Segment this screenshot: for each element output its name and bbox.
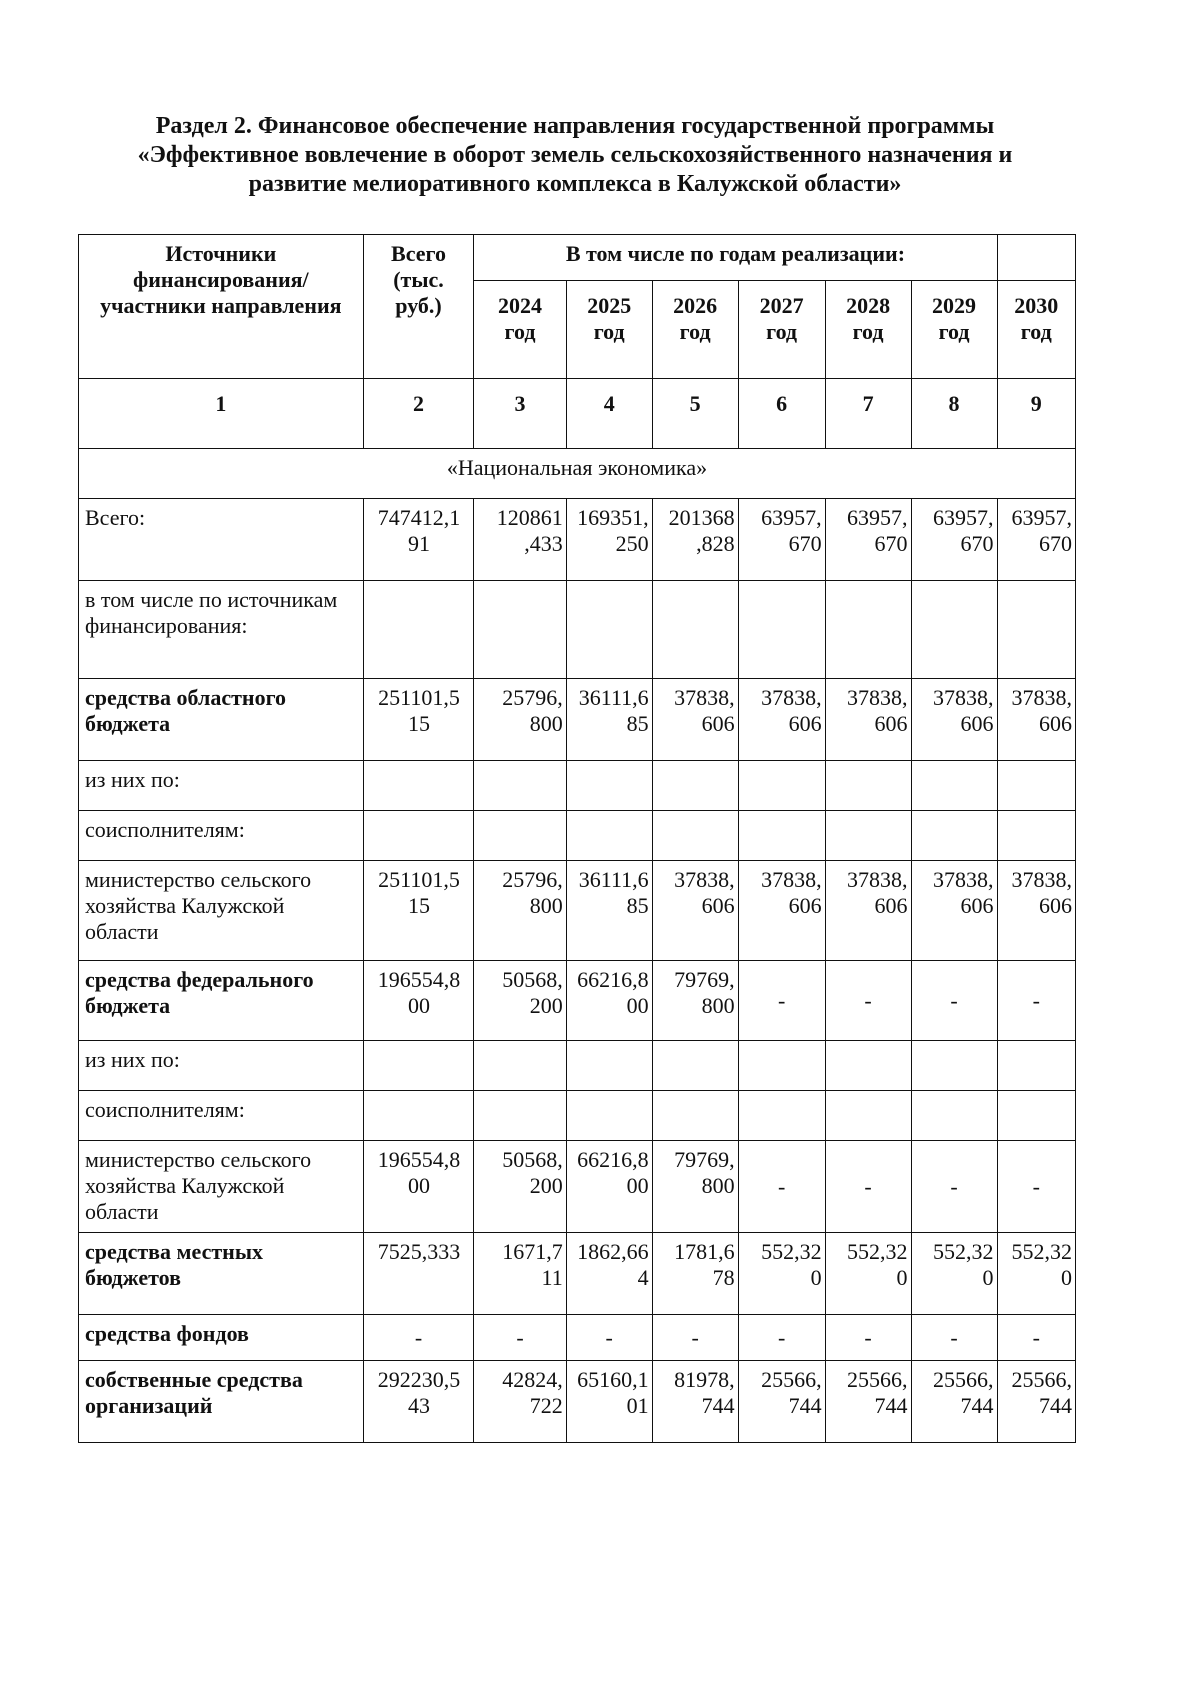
value-part: 37838, (933, 867, 994, 892)
value-cell: - (474, 1315, 566, 1361)
empty-cell (825, 581, 911, 679)
value-cell (911, 679, 997, 761)
header-total: Всего (тыс. руб.) (363, 235, 474, 379)
value-part: 37838, (674, 867, 735, 892)
value-cell (363, 679, 474, 761)
value-cell (474, 1361, 566, 1443)
value-part: 552,32 (761, 1239, 822, 1264)
table-row (79, 961, 1076, 1041)
value-part: 606 (960, 893, 994, 918)
empty-cell (911, 1091, 997, 1141)
empty-cell (652, 581, 738, 679)
row-label: министерство сельского хозяйства Калужской области (79, 1141, 364, 1233)
value-cell: - (738, 1141, 825, 1233)
value-cell: - (363, 1315, 474, 1361)
value-part: 606 (788, 893, 822, 918)
value-cell (652, 1233, 738, 1315)
empty-cell (363, 761, 474, 811)
col-num-5: 5 (652, 379, 738, 449)
value-part: 1862,66 (577, 1239, 649, 1264)
value-part: 81978, (674, 1367, 735, 1392)
value-part: 0 (896, 1265, 908, 1290)
empty-cell (566, 581, 652, 679)
header-year-2030 (997, 281, 1075, 379)
value-part: 85 (626, 893, 649, 918)
value-part: 196554,8 (377, 1147, 461, 1172)
table-row (79, 581, 1076, 679)
value-part: 79769, (674, 967, 735, 992)
value-cell: - (652, 1315, 738, 1361)
value-part: 37838, (761, 685, 822, 710)
value-cell: - (911, 1315, 997, 1361)
value-part: 120861 (496, 505, 563, 530)
value-part: 25796, (502, 685, 563, 710)
value-part: 91 (408, 531, 430, 556)
table-body (79, 235, 1076, 1443)
header-empty-cell (997, 235, 1075, 281)
empty-cell (911, 811, 997, 861)
value-cell (652, 961, 738, 1041)
table-row (79, 761, 1076, 811)
value-part: 25796, (502, 867, 563, 892)
header-year-2024 (474, 281, 566, 379)
value-part: 11 (541, 1265, 563, 1290)
value-cell: - (566, 1315, 652, 1361)
value-cell (911, 1361, 997, 1443)
value-part: 4 (637, 1265, 649, 1290)
value-part: 606 (960, 711, 994, 736)
value-part: 292230,5 (377, 1367, 461, 1392)
value-cell: - (911, 1141, 997, 1233)
value-cell (911, 1233, 997, 1315)
col-num-3: 3 (474, 379, 566, 449)
value-part: 37838, (674, 685, 735, 710)
value-part: 37838, (933, 685, 994, 710)
empty-cell (997, 1041, 1075, 1091)
value-cell (738, 499, 825, 581)
value-part: 63957, (847, 505, 908, 530)
value-part: 36111,6 (578, 867, 649, 892)
value-part: 606 (701, 893, 735, 918)
value-part: 37838, (761, 867, 822, 892)
value-part: 800 (701, 993, 735, 1018)
value-part: 66216,8 (577, 967, 649, 992)
value-cell (825, 861, 911, 961)
value-cell (825, 499, 911, 581)
value-cell (566, 679, 652, 761)
value-part: 606 (874, 711, 908, 736)
value-part: 85 (626, 711, 649, 736)
value-part: 744 (788, 1393, 822, 1418)
empty-cell (911, 581, 997, 679)
col-num-8: 8 (911, 379, 997, 449)
value-cell (825, 679, 911, 761)
value-cell (363, 861, 474, 961)
value-part: 37838, (847, 867, 908, 892)
row-label: средства местных бюджетов (79, 1233, 364, 1315)
value-cell (652, 679, 738, 761)
table-row (79, 1041, 1076, 1091)
value-cell (825, 1233, 911, 1315)
row-label: средства фондов (79, 1315, 364, 1361)
header-by-years: В том числе по годам реализации: (474, 235, 997, 281)
value-cell: - (911, 961, 997, 1041)
value-cell: - (997, 1315, 1075, 1361)
value-cell (652, 1141, 738, 1233)
value-part: 25566, (933, 1367, 994, 1392)
empty-cell (474, 1041, 566, 1091)
empty-cell (474, 1091, 566, 1141)
value-cell (363, 961, 474, 1041)
empty-cell (652, 1091, 738, 1141)
value-part: 800 (529, 893, 563, 918)
value-part: 43 (408, 1393, 430, 1418)
value-part: 744 (960, 1393, 994, 1418)
empty-cell (911, 761, 997, 811)
value-part: 00 (626, 1173, 649, 1198)
table-row (79, 811, 1076, 861)
empty-cell (997, 1091, 1075, 1141)
year-word: год (852, 319, 884, 344)
value-part: 606 (788, 711, 822, 736)
empty-cell (363, 1041, 474, 1091)
value-cell (997, 679, 1075, 761)
value-part: 744 (874, 1393, 908, 1418)
empty-cell (363, 1091, 474, 1141)
empty-cell (825, 1091, 911, 1141)
year-value: 2027 (759, 293, 804, 318)
value-part: 201368 (668, 505, 735, 530)
value-part: 552,32 (933, 1239, 994, 1264)
row-label: средства областного бюджета (79, 679, 364, 761)
year-word: год (1020, 319, 1052, 344)
value-part: 800 (529, 711, 563, 736)
value-part: 670 (788, 531, 822, 556)
value-part: 169351, (577, 505, 649, 530)
section-row (79, 449, 1076, 499)
title-line-3: развитие мелиоративного комплекса в Калужской области» (248, 171, 902, 197)
value-part: ,828 (696, 531, 735, 556)
table-row (79, 861, 1076, 961)
empty-cell (825, 761, 911, 811)
value-cell (566, 1233, 652, 1315)
row-label: из них по: (79, 761, 364, 811)
empty-cell (825, 1041, 911, 1091)
value-part: 606 (1039, 711, 1072, 736)
year-value: 2025 (587, 293, 632, 318)
value-part: 01 (626, 1393, 649, 1418)
value-cell (997, 1361, 1075, 1443)
value-part: 670 (1039, 531, 1072, 556)
value-part: 250 (615, 531, 649, 556)
value-part: 200 (529, 993, 563, 1018)
financing-table (78, 234, 1076, 1443)
empty-cell (652, 761, 738, 811)
value-part: 670 (960, 531, 994, 556)
column-number-row (79, 379, 1076, 449)
value-part: 606 (701, 711, 735, 736)
table-row (79, 1233, 1076, 1315)
col-num-6: 6 (738, 379, 825, 449)
value-part: 63957, (1011, 505, 1072, 530)
year-value: 2024 (498, 293, 543, 318)
section-title: «Национальная экономика» (79, 449, 1076, 499)
col-num-9: 9 (997, 379, 1075, 449)
value-part: 744 (1039, 1393, 1072, 1418)
value-part: 1781,6 (674, 1239, 735, 1264)
value-part: 36111,6 (578, 685, 649, 710)
value-part: 15 (408, 893, 430, 918)
empty-cell (911, 1041, 997, 1091)
empty-cell (738, 761, 825, 811)
empty-cell (997, 581, 1075, 679)
value-part: 25566, (761, 1367, 822, 1392)
value-cell (997, 1233, 1075, 1315)
value-cell (652, 1361, 738, 1443)
value-part: 00 (626, 993, 649, 1018)
value-part: 670 (874, 531, 908, 556)
value-part: 800 (701, 1173, 735, 1198)
value-part: 79769, (674, 1147, 735, 1172)
value-part: 744 (701, 1393, 735, 1418)
row-label: министерство сельского хозяйства Калужской области (79, 861, 364, 961)
year-value: 2030 (1014, 293, 1059, 318)
col-num-4: 4 (566, 379, 652, 449)
row-label: собственные средства организаций (79, 1361, 364, 1443)
value-cell (566, 1141, 652, 1233)
table-row (79, 1141, 1076, 1233)
value-part: 37838, (1011, 867, 1072, 892)
value-part: 0 (810, 1265, 822, 1290)
value-cell: - (738, 961, 825, 1041)
value-cell: - (997, 961, 1075, 1041)
empty-cell (652, 811, 738, 861)
value-cell (825, 1361, 911, 1443)
value-part: 7525,333 (377, 1239, 461, 1264)
empty-cell (474, 761, 566, 811)
row-label: средства федерального бюджета (79, 961, 364, 1041)
value-part: 722 (529, 1393, 563, 1418)
empty-cell (997, 761, 1075, 811)
value-cell (997, 499, 1075, 581)
value-cell: - (738, 1315, 825, 1361)
empty-cell (652, 1041, 738, 1091)
value-cell (738, 861, 825, 961)
value-part: 63957, (761, 505, 822, 530)
value-cell (474, 679, 566, 761)
value-cell (652, 861, 738, 961)
header-year-2028 (825, 281, 911, 379)
header-row-1 (79, 235, 1076, 281)
value-cell (566, 1361, 652, 1443)
value-cell (997, 861, 1075, 961)
value-part: 552,32 (847, 1239, 908, 1264)
value-cell (363, 1233, 474, 1315)
title-line-2: «Эффективное вовлечение в оборот земель сельскохозяйственного назначения и (137, 142, 1013, 168)
value-cell (738, 1361, 825, 1443)
header-year-2025 (566, 281, 652, 379)
value-part: 37838, (847, 685, 908, 710)
empty-cell (566, 1041, 652, 1091)
year-word: год (593, 319, 625, 344)
empty-cell (738, 1041, 825, 1091)
value-cell: - (825, 1315, 911, 1361)
header-year-2027 (738, 281, 825, 379)
value-cell (911, 861, 997, 961)
empty-cell (566, 761, 652, 811)
col-num-1: 1 (79, 379, 364, 449)
value-part: ,433 (524, 531, 563, 556)
table-row (79, 499, 1076, 581)
empty-cell (474, 811, 566, 861)
value-part: 50568, (502, 1147, 563, 1172)
table-row (79, 1361, 1076, 1443)
value-part: 00 (408, 993, 430, 1018)
year-word: год (766, 319, 798, 344)
empty-cell (363, 811, 474, 861)
value-part: 42824, (502, 1367, 563, 1392)
value-part: 78 (712, 1265, 735, 1290)
value-part: 747412,1 (377, 505, 461, 530)
header-year-2026 (652, 281, 738, 379)
value-cell (474, 961, 566, 1041)
value-cell (363, 1141, 474, 1233)
value-part: 25566, (847, 1367, 908, 1392)
value-part: 1671,7 (502, 1239, 563, 1264)
value-part: 00 (408, 1173, 430, 1198)
value-part: 0 (1061, 1265, 1072, 1290)
value-cell (652, 499, 738, 581)
empty-cell (738, 1091, 825, 1141)
value-part: 37838, (1011, 685, 1072, 710)
header-source: Источники финансирования/ участники направления (79, 235, 364, 379)
value-cell (738, 679, 825, 761)
row-label: в том числе по источникам финансирования: (79, 581, 364, 679)
value-part: 0 (982, 1265, 994, 1290)
value-part: 606 (874, 893, 908, 918)
empty-cell (738, 811, 825, 861)
row-label: соисполнителям: (79, 811, 364, 861)
value-cell (474, 499, 566, 581)
row-label: соисполнителям: (79, 1091, 364, 1141)
row-label: из них по: (79, 1041, 364, 1091)
value-part: 25566, (1011, 1367, 1072, 1392)
row-label: Всего: (79, 499, 364, 581)
value-part: 606 (1039, 893, 1072, 918)
value-cell (738, 1233, 825, 1315)
year-word: год (504, 319, 536, 344)
value-cell (474, 1141, 566, 1233)
empty-cell (566, 1091, 652, 1141)
value-cell (363, 1361, 474, 1443)
value-cell: - (825, 961, 911, 1041)
value-part (368, 1265, 471, 1291)
empty-cell (738, 581, 825, 679)
year-word: год (679, 319, 711, 344)
empty-cell (474, 581, 566, 679)
empty-cell (997, 811, 1075, 861)
title-line-1: Раздел 2. Финансовое обеспечение направления государственной программы (155, 113, 995, 139)
value-cell (566, 499, 652, 581)
table-row (79, 1315, 1076, 1361)
value-cell: - (825, 1141, 911, 1233)
value-part: 63957, (933, 505, 994, 530)
empty-cell (566, 811, 652, 861)
value-cell (474, 861, 566, 961)
value-part: 66216,8 (577, 1147, 649, 1172)
col-num-7: 7 (825, 379, 911, 449)
value-cell (566, 861, 652, 961)
year-value: 2028 (846, 293, 891, 318)
value-part: 196554,8 (377, 967, 461, 992)
table-row (79, 679, 1076, 761)
table-row (79, 1091, 1076, 1141)
document-title (75, 112, 1075, 199)
value-part: 251101,5 (378, 685, 460, 710)
value-cell (474, 1233, 566, 1315)
col-num-2: 2 (363, 379, 474, 449)
header-year-2029 (911, 281, 997, 379)
value-part: 200 (529, 1173, 563, 1198)
value-cell (566, 961, 652, 1041)
value-part: 50568, (502, 967, 563, 992)
year-value: 2026 (673, 293, 718, 318)
empty-cell (363, 581, 474, 679)
value-part: 65160,1 (577, 1367, 649, 1392)
value-cell (363, 499, 474, 581)
value-cell (911, 499, 997, 581)
value-part: 251101,5 (378, 867, 460, 892)
empty-cell (825, 811, 911, 861)
year-word: год (938, 319, 970, 344)
value-part: 552,32 (1011, 1239, 1072, 1264)
value-cell: - (997, 1141, 1075, 1233)
year-value: 2029 (932, 293, 977, 318)
value-part: 15 (408, 711, 430, 736)
